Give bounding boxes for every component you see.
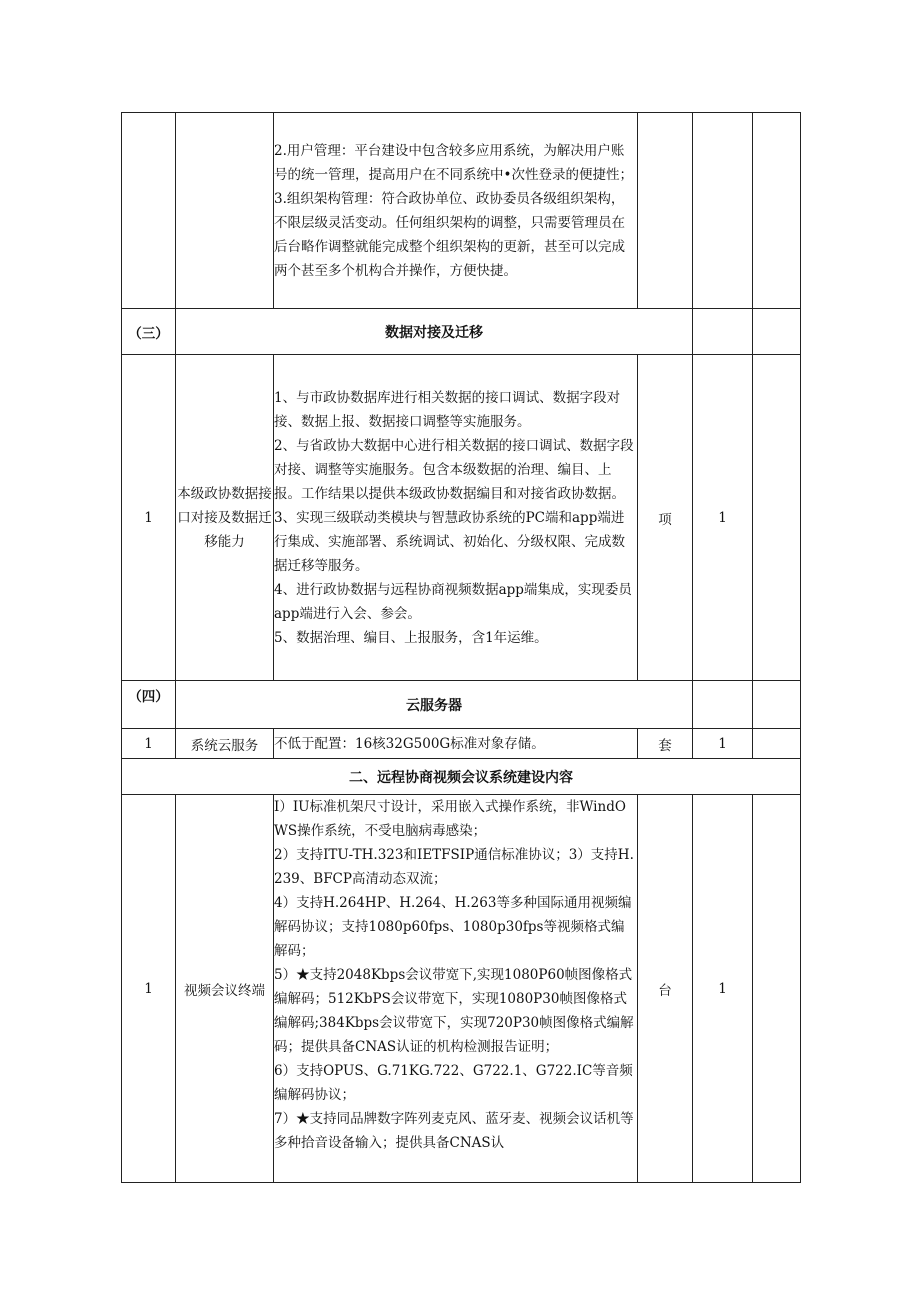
desc-line: 5、数据治理、编目、上报服务，含1年运维。 [274, 629, 548, 646]
specification-table [121, 112, 801, 1183]
table-row-section-3 [122, 309, 801, 355]
cell-name [176, 113, 274, 309]
item-number: 1 [122, 795, 176, 1183]
item-unit: 套 [638, 729, 693, 759]
desc-line: 7）★支持同品牌数字阵列麦克风、蓝牙麦、视频会议话机等多种拾音设备输入；提供具备CNAS认 [274, 1111, 634, 1151]
section-number: （三） [122, 309, 176, 355]
desc-line: 3、实现三级联动类模块与智慧政协系统的PC端和app端进行集成、实施部署、系统调试、初始化、分级权限、完成数据迁移等服务。 [274, 509, 625, 574]
table-row-part-2 [122, 759, 801, 795]
cell-extra [753, 795, 801, 1183]
item-name: 系统云服务 [176, 729, 274, 759]
table-row-section-4 [122, 681, 801, 729]
section-title: 数据对接及迁移 [176, 309, 693, 355]
desc-line: 2、与省政协大数据中心进行相关数据的接口调试、数据字段对接、调整等实施服务。包含本级数据的治理、编目、上报。工作结果以提供本级政协数据编目和对接省政协数据。 [274, 437, 634, 502]
desc-line: 6）支持OPUS、G.71KG.722、G722.1、G722.IC等音频编解码协议； [274, 1063, 633, 1103]
table-row-video-terminal [122, 795, 801, 1183]
cell-qty [693, 309, 753, 355]
desc-line: 1、与市政协数据库进行相关数据的接口调试、数据字段对接、数据上报、数据接口调整等实施服务。 [274, 389, 621, 430]
item-number: 1 [122, 355, 176, 681]
part-title: 二、远程协商视频会议系统建设内容 [122, 759, 801, 795]
section-title: 云服务器 [176, 681, 693, 729]
table-row-cloud-service [122, 729, 801, 759]
item-unit: 台 [638, 795, 693, 1183]
cell-qty [693, 113, 753, 309]
desc-line: 4）支持H.264HP、H.264、H.263等多种国际通用视频编解码协议；支持1080p60fps、1080p30fps等视频格式编解码； [274, 895, 632, 959]
table-row-continuation [122, 113, 801, 309]
cell-extra [753, 309, 801, 355]
cell-qty [693, 681, 753, 729]
item-desc [274, 355, 638, 681]
cell-num [122, 113, 176, 309]
section-number: （四） [122, 681, 176, 729]
item-qty: 1 [693, 795, 753, 1183]
cell-extra [753, 729, 801, 759]
cell-extra [753, 355, 801, 681]
item-name: 本级政协数据接口对接及数据迁移能力 [176, 355, 274, 681]
item-desc [274, 795, 638, 1183]
item-qty: 1 [693, 355, 753, 681]
desc-line: 4、进行政协数据与远程协商视频数据app端集成，实现委员app端进行入会、参会。 [274, 581, 632, 622]
desc-line: 2.用户管理：平台建设中包含较多应用系统，为解决用户账号的统一管理，提高用户在不同系统中•次性登录的便捷性； [274, 142, 633, 183]
desc-line: 3.组织架构管理：符合政协单位、政协委员各级组织架构，不限层级灵活变动。任何组织架构的调整，只需要管理员在后台略作调整就能完成整个组织架构的更新，甚至可以完成两个甚至多个机构合并操作，方便快捷。 [274, 190, 625, 279]
item-desc: 不低于配置：16核32G500G标准对象存储。 [274, 729, 638, 759]
desc-line: 5）★支持2048Kbps会议带宽下,实现1080P60帧图像格式编解码；512KbPS会议带宽下，实现1080P30帧图像格式编解码;384Kbps会议带宽下，实现720P30帧图像格式编解码；提供具备CNAS认证的机构检测报告证明； [274, 967, 634, 1055]
item-name: 视频会议终端 [176, 795, 274, 1183]
cell-unit [638, 113, 693, 309]
table-row-data-interface [122, 355, 801, 681]
cell-extra [753, 113, 801, 309]
cell-desc [274, 113, 638, 309]
cell-extra [753, 681, 801, 729]
item-number: 1 [122, 729, 176, 759]
desc-line: 2）支持ITU-TH.323和IETFSIP通信标准协议；3）支持H.239、BFCP高清动态双流； [274, 847, 634, 887]
item-qty: 1 [693, 729, 753, 759]
item-unit: 项 [638, 355, 693, 681]
desc-line: I）IU标准机架尺寸设计，采用嵌入式操作系统，非WindOWS操作系统，不受电脑病毒感染； [274, 799, 626, 839]
